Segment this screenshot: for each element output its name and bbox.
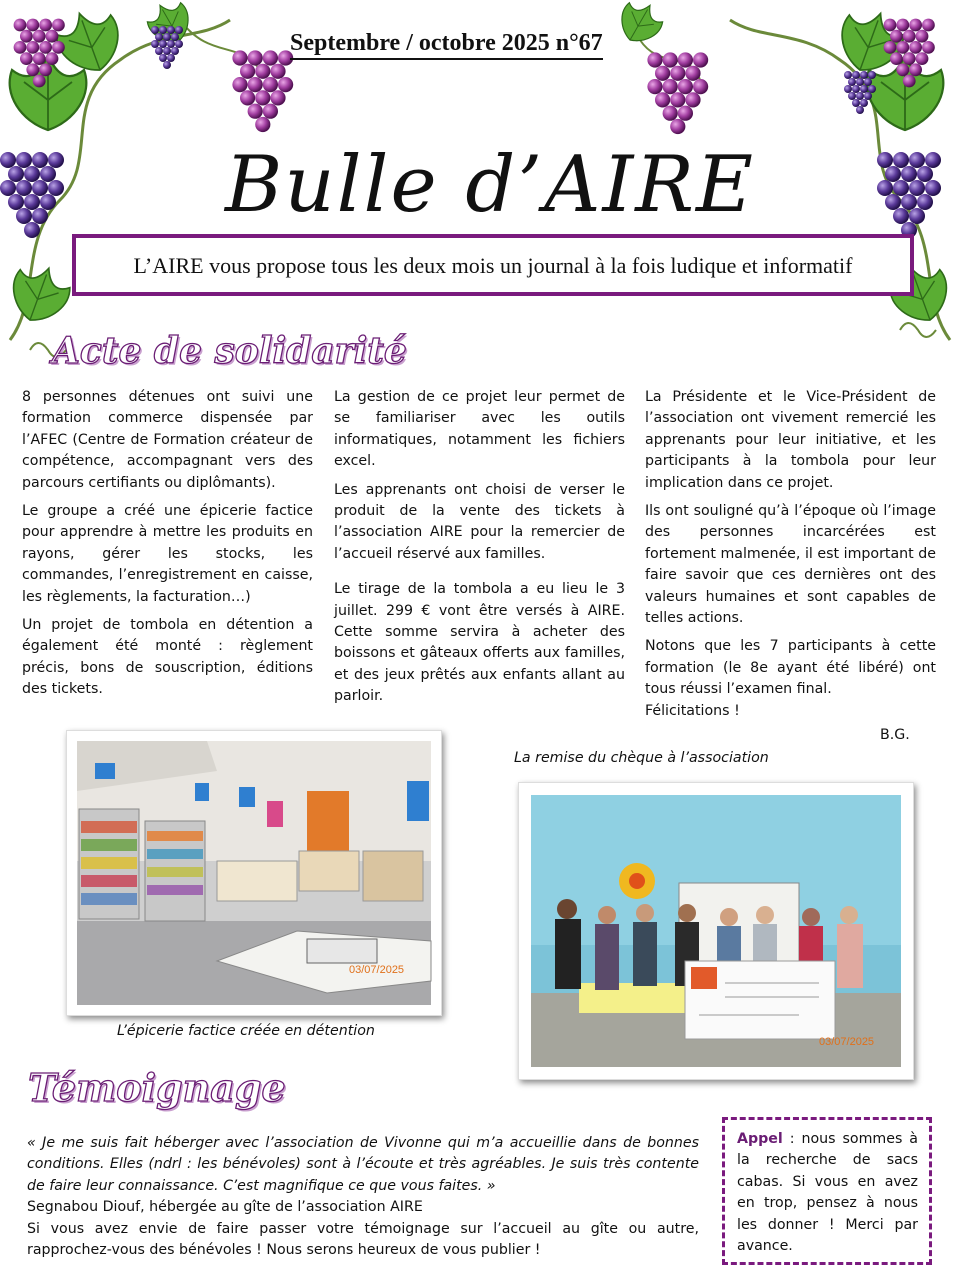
testimony-author: Segnabou Diouf, hébergée au gîte de l’association AIRE: [27, 1199, 423, 1216]
tagline: L’AIRE vous propose tous les deux mois un journal à la fois ludique et informatif: [133, 253, 853, 278]
photo-date-stamp: 03/07/2025: [349, 964, 405, 976]
article-column-2: [334, 387, 625, 715]
appel-label: Appel: [737, 1131, 783, 1147]
testimony-invite: Si vous avez envie de faire passer votre témoignage sur l’accueil au gîte ou autre, rapprochez-vous des bénévoles ! Nous serons heureux de vous publier !: [27, 1220, 699, 1259]
testimony-block: [27, 1133, 699, 1261]
newsletter-title: Bulle d’AIRE: [225, 140, 755, 230]
paragraph: Les apprenants ont choisi de verser le produit de la vente des tickets à l’association AIRE pour la remercier de l’accueil réservé aux familles.: [334, 481, 625, 562]
article-signature: B.G.: [880, 727, 910, 743]
testimony-quote: « Je me suis fait héberger avec l’association de Vivonne qui m’a accueillie dans de bonnes conditions. Elles (ndrl : les bénévoles) sont à l’écoute et très agréables. Je suis très contente de faire leur connaissance. C’est magnifique ce que vous faites. »: [27, 1135, 699, 1194]
photo-caption-grocery: L’épicerie factice créée en détention: [117, 1023, 375, 1039]
section-heading-temoignage: Témoignage: [28, 1065, 286, 1110]
photo-caption-cheque: La remise du chèque à l’association: [514, 750, 769, 766]
paragraph: 8 personnes détenues ont suivi une formation commerce dispensée par l’AFEC (Centre de Formation créateur de compétence, accompagnant vers des parcours certifiants ou diplômants).: [22, 389, 313, 491]
paragraph: Le groupe a créé une épicerie factice pour apprendre à mettre les produits en rayons, gérer les stocks, les commandes, l’enregistrement en caisse, les règlements, la facturation…): [22, 503, 313, 605]
photo-cheque-ceremony: [518, 782, 914, 1080]
paragraph: La gestion de ce projet leur permet de se familiariser avec les outils informatiques, notamment les fichiers excel.: [334, 389, 625, 470]
paragraph: La Présidente et le Vice-Président de l’association ont vivement remercié les apprenants pour leur initiative, et les participants à la tombola pour leur implication dans ce projet.: [645, 389, 936, 491]
grocery-photo-image: [67, 731, 441, 1015]
article-column-1: [22, 387, 313, 708]
paragraph: Ils ont souligné qu’à l’époque où l’image des personnes incarcérées est fortement malmenée, il est important de faire savoir que ces dernières ont des valeurs humaines et sont capables de telles actions.: [645, 503, 936, 627]
photo-date-stamp: 03/07/2025: [819, 1036, 875, 1048]
paragraph: Le tirage de la tombola a eu lieu le 3 juillet. 299 € vont être versés à AIRE. Cette somme servira à acheter des boissons et gâteaux offerts aux familles, et des jeux prêtés aux enfants allant au parloir.: [334, 581, 625, 705]
appel-text: : nous sommes à la recherche de sacs cabas. Si vous en avez en trop, pensez à nous les donner ! Merci par avance.: [737, 1131, 918, 1255]
appel-notice: [737, 1129, 918, 1257]
issue-label: Septembre / octobre 2025 n°67: [290, 30, 603, 60]
section-heading-acte: Acte de solidarité: [52, 330, 407, 372]
paragraph: Félicitations !: [645, 702, 740, 719]
article-column-3: [645, 387, 936, 729]
cheque-photo-image: [519, 783, 913, 1079]
paragraph: Notons que les 7 participants à cette formation (le 8e ayant été libéré) ont tous réussi l’examen final.: [645, 638, 936, 698]
photo-grocery: [66, 730, 442, 1016]
paragraph: Un projet de tombola en détention a également été monté : règlement précis, bons de souscription, éditions des tickets.: [22, 617, 313, 698]
